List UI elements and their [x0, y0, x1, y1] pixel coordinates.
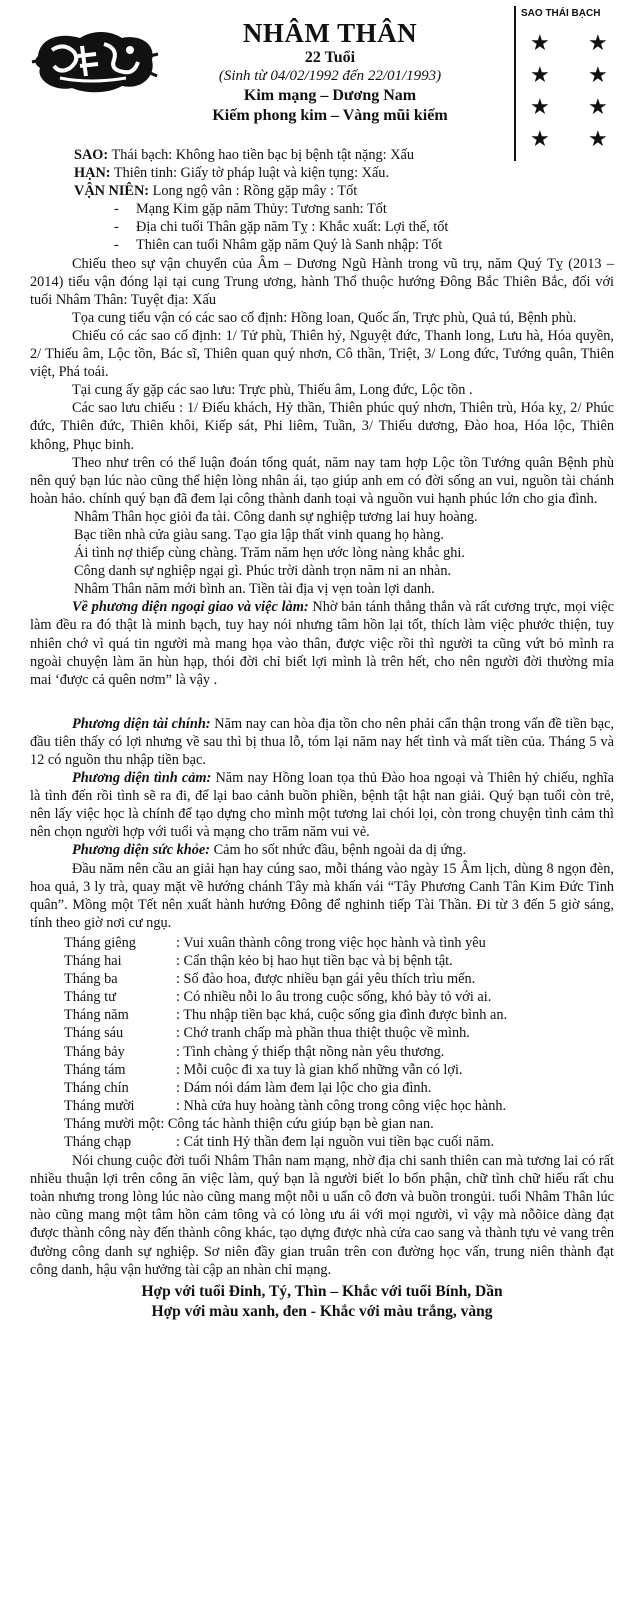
nap-am-label: Kiếm phong kim – Vàng mũi kiếm [212, 107, 448, 124]
star-box-title: SAO THÁI BẠCH [521, 8, 601, 19]
van-nien-point: - Thiên can tuổi Nhâm gặp năm Quý là Sanh nhập: Tốt [30, 236, 614, 254]
paragraph-sao-luu-chieu: Các sao lưu chiếu : 1/ Điếu khách, Hỷ thần, Thiên phúc quý nhơn, Thiên trù, Hóa kỵ, 2/ Phúc đức, Thiên đức, Thiên khôi, Kiếp sát, Phi liêm, Tuần, 3/ Thiếu dương, Đào hoa, Hóa lộc, Thiên không, Phục binh. [30, 400, 614, 453]
van-nien-line: VẬN NIÊN: Long ngộ vân : Rồng gặp mây : Tốt [74, 183, 358, 200]
month-row: Tháng giêng : Vui xuân thành công trong việc học hành và tình yêu [64, 934, 486, 951]
paragraph-sao-luu: Tại cung ấy gặp các sao lưu: Trực phù, Thiếu âm, Long đức, Lộc tồn . [72, 382, 473, 399]
star-icon: ★ [588, 62, 608, 87]
han-line: HẠN: Thiên tinh: Giấy tờ pháp luật và kiện tụng: Xấu. [74, 165, 390, 182]
star-icon: ★ [588, 30, 608, 55]
poem-line: Bạc tiền nhà cửa giàu sang. Tạo gia lập thất vinh quang họ hàng. [74, 526, 444, 543]
month-row: Tháng sáu : Chớ tranh chấp mà phần thua thiệt thuộc về mình. [64, 1025, 470, 1042]
paragraph-sao-co-dinh: Chiếu có các sao cố định: 1/ Tử phù, Thiên hỷ, Nguyệt đức, Thanh long, Lưu hà, Hóa quyền, 2/ Thiếu âm, Lộc tồn, Bác sĩ, Thiên quan quý nhơn, Cô thần, Triệt, 3/ Long đức, Tướng quân, Thiên việt, Phá toái. [30, 327, 614, 381]
month-row: Tháng ba : Số đào hoa, được nhiều bạn gái yêu thích trìu mến. [64, 971, 476, 988]
star-icon: ★ [530, 62, 550, 87]
van-nien-point: - Mạng Kim gặp năm Thủy: Tương sanh: Tốt [30, 200, 614, 218]
paragraph-conclusion: Nói chung cuộc đời tuổi Nhâm Thân nam mạng, nhờ địa chi sanh thiên can mà tương lai có rất nhiều thuận lợi trên công ăn việc làm, quý bạn là người biết lo bổn phận, chữ tình chữ hiếu rất chu toàn nhưng trong lòng lúc nào cũng mang một nỗi u uẩn cô đơn và buồn trongủi. tuổi Nhâm Thân lúc nào cũng mang một tâm hồn cảm tông và có lòng ưu ái với mọi người, vì vậy mà nỗõice dàng đạt được thành công này đến thành công khác, tạo dựng được nhà cửa cao sang và thành tựu vẻ vang trên đường công danh sự nghiệp. Sơ niên đầy gian truân trên con đường học vấn, trung niên thành đạt công danh, hậu vận hưởng tài cập an nhàn chỉ mạng. [30, 1153, 614, 1278]
menh-label: Kim mạng – Dương Nam [243, 87, 417, 104]
page-title: NHÂM THÂN [242, 18, 418, 48]
month-row: Tháng mười : Nhà cửa huy hoàng tành công trong công việc học hành. [64, 1097, 507, 1114]
month-row: Tháng chạp : Cát tinh Hỷ thần đem lại nguồn vui tiền bạc cuối năm. [64, 1133, 495, 1150]
star-icon: ★ [530, 94, 550, 119]
star-icon: ★ [588, 126, 608, 151]
poem-line: Nhâm Thân năm mới bình an. Tiền tài địa vị vẹn toàn lợi danh. [74, 581, 435, 598]
section-tai-chinh: Phương diện tài chính: Năm nay can hòa địa tồn cho nên phải cẩn thận trong vấn đề tiền bạc, đầu tiên thấy có lợi nhưng về sau thì bị thua lỗ, tóm lại năm nay hết tình và mất tiền của. Tháng 5 và 12 có nguồn thu nhập tiền bạc. [30, 715, 614, 768]
sao-thai-bach-box [514, 6, 620, 161]
section-tinh-cam: Phương diện tình cảm: Năm nay Hồng loan tọa thủ Đào hoa ngoại và Thiên hỷ chiếu, nghĩa là tình đến rồi tình sẽ ra đi, để lại bao cảnh buồn phiền, bệnh tật hật nan giải. Quý bạn tuổi còn trẻ, nên lấy việc học là chính để tạo dựng cho mình một tương lai chói lọi, còn trong chuyện tình cảm thì nên chọn người hợp với tuổi và mạng cho trăm năm vui vẻ. [30, 770, 614, 841]
section-suc-khoe: Phương diện sức khỏe: Cảm ho sốt nhức đầu, bệnh ngoài da dị ứng. [72, 842, 467, 859]
month-row: Tháng hai : Cẩn thận kẻo bị hao hụt tiền bạc và bị bệnh tật. [64, 953, 453, 970]
paragraph-cung-sao: Đầu năm nên cầu an giải hạn hay cúng sao, mỗi tháng vào ngày 15 Âm lịch, dùng 8 ngọn đèn, hoa quả, 3 ly trà, quay mặt về hướng chánh Tây mà khấn vái “Tây Phương Canh Tân Kim Đức Tinh quân”. Mồng một Tết nên xuất hành hướng Đông để nghinh tiếp Tài Thần. Đi từ 3 đến 5 giờ sáng, tính theo giờ nơi cư ngụ. [30, 860, 614, 931]
star-icon: ★ [530, 126, 550, 151]
van-nien-point: - Địa chi tuổi Thân gặp năm Tỵ : Khắc xuất: Lợi thế, tốt [30, 218, 614, 236]
paragraph-ngu-hanh: Chiếu theo sự vận chuyển của Âm – Dương Ngũ Hành trong vũ trụ, năm Quý Tỵ (2013 – 2014) tiểu vận đóng lại tại cung Trung ương, hành Thổ thuộc hướng Đông Bắc Thiên Bắc, đối với tuổi Nhâm Thân: Tuyệt địa: Xấu [30, 255, 614, 308]
poem-line: Công danh sự nghiệp ngại gì. Phúc trời dành trọn năm ni an nhàn. [74, 563, 452, 580]
poem-line: Ái tình nợ thiếp cùng chàng. Trăm năm hẹn ước lòng nàng khắc ghi. [74, 545, 465, 562]
title-block [170, 18, 490, 126]
star-icon: ★ [588, 94, 608, 119]
star-icon: ★ [530, 30, 550, 55]
body-text [30, 146, 614, 1322]
paragraph-luan-doan: Theo như trên có thể luận đoán tổng quát, năm nay tam hợp Lộc tồn Tướng quân Bệnh phù nên quý bạn lúc nào cũng thể hiện lòng nhân ái, tạo giúp anh em có đời sống an vui, nguồn tài chánh hoàn hảo. chính quý bạn đã đem lại công thành danh toại và nguồn vui hạnh phúc lớn cho gia đình. [30, 454, 614, 507]
month-row: Tháng tám : Mỗi cuộc đi xa tuy là gian khổ những vẫn có lợi. [64, 1061, 463, 1078]
birth-range: (Sinh từ 04/02/1992 đến 22/01/1993) [218, 68, 442, 84]
nham-than-emblem-logo [30, 26, 160, 96]
poem-line: Nhâm Thân học giỏi đa tài. Công danh sự nghiệp tương lai huy hoàng. [74, 508, 478, 525]
month-row: Tháng tư : Có nhiều nỗi lo âu trong cuộc sống, khó bày tỏ với ai. [64, 989, 492, 1006]
compatible-colors: Hợp với màu xanh, đen - Khắc với màu trắng, vàng [151, 1302, 493, 1320]
compatible-ages: Hợp với tuổi Đinh, Tý, Thìn – Khắc với tuổi Bính, Dần [141, 1282, 503, 1300]
month-row: Tháng mười một : Công tác hành thiện cứu giúp bạn bè gian nan. [64, 1115, 434, 1132]
paragraph-toa-cung: Tọa cung tiểu vận có các sao cố định: Hồng loan, Quốc ấn, Trực phù, Quả tú, Bệnh phù. [72, 309, 577, 326]
age-label: 22 Tuổi [304, 49, 356, 66]
month-row: Tháng năm : Thu nhập tiền bạc khá, cuộc sống gia đình được bình an. [64, 1007, 508, 1024]
sao-line: SAO: Thái bạch: Không hao tiền bạc bị bệnh tật nặng: Xấu [74, 147, 415, 163]
section-ngoai-giao: Về phương diện ngoại giao và việc làm: Nhờ bản tánh thẳng thắn và rất cương trực, mọi việc làm đều ra đó thật là minh bạch, tuy hay nói nhưng tâm hồn lại tốt, thích làm việc phước thiện, tuy nhiên chớ vì quá tin người mà mang họa vào thân, được việc rồi thì người ta cũng vứt bỏ mình ra ngoài chuyện làm ăn hùn hạp, thói đời chỉ biết lợi mình là trên hết, cho nên người đời thường mỉa mai ‘được cả quên nơm” là vậy . [30, 599, 614, 688]
compatibility-footer [30, 1282, 614, 1322]
monthly-forecast-list [64, 934, 614, 1151]
month-row: Tháng bảy : Tình chàng ý thiếp thật nồng nàn yêu thương. [64, 1043, 445, 1060]
month-row: Tháng chín : Dám nói dám làm đem lại lộc cho gia đình. [64, 1079, 432, 1096]
